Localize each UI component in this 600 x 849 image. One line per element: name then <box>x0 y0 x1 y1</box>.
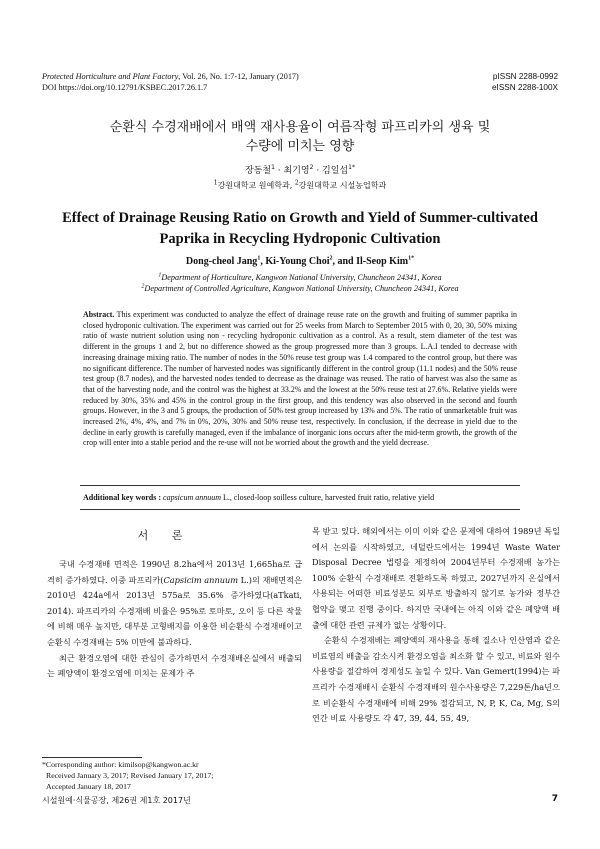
body-column-left <box>47 557 302 682</box>
journal-citation <box>42 71 402 93</box>
affil-en-2: Department of Controlled Agriculture, Kangwon National University, Chuncheon 24341, Korea <box>144 283 459 293</box>
footnote-rule <box>42 757 142 758</box>
footnote <box>42 760 302 792</box>
english-affiliations <box>30 273 570 294</box>
received-date: Received January 3, 2017; Revised January 17, 2017; <box>46 770 214 780</box>
author-2-en-affil: 2 <box>329 255 333 262</box>
affil-2: 강원대학교 시설농업학과 <box>298 181 387 190</box>
english-authors <box>30 256 570 267</box>
intro-paragraph-2-cont: 목 받고 있다. 해외에서는 이미 이와 같은 문제에 대하여 1989년 독일에서 논의를 시작하였고, 네덜란드에서는 1994년 Waste Water Disposal Decree 법령을 제정하여 2004년부터 수경재배 농가는 100% 순환식 수경재배로 전환하도록 하였고, 2027년까지 온실에서 사용되는 어떠한 비료성분도 외부로 방출하지 않기로 농가와 정부간 협약을 맺고 진행 중이다. 하지만 국내에는 아직 이와 같은 폐양액 배출에 대한 관련 규제가 없는 상황이다. <box>312 526 560 630</box>
intro-paragraph-3: 순환식 수경재배는 폐양액의 재사용을 통해 질소나 인산염과 같은 비료염의 배출을 감소시켜 환경오염을 최소화 할 수 있고, 비료와 원수 사용량을 절감하여 경제성도 높일 수 있다. Van Gemert(1994)는 파프리카 수경재배시 순환식 수경재배의 원수사용량은 7,229톤/ha년으로 비순환식 수경재배에 비해 29% 절감되고, N, P, K, Ca, Mg, S의 연간 비료 사용량도 각 47, 39, 44, 55, 49, <box>312 635 560 724</box>
issn-block <box>438 71 558 93</box>
intro-p1-a: 국내 수경재배 면적은 1990년 8.2ha에서 2013년 1,665ha로 급격히 증가하였다. 이중 파프리카( <box>47 559 302 585</box>
affil-1: 강원대학교 원예학과, <box>217 181 295 190</box>
abstract-text: This experiment was conducted to analyze the effect of drainage reuse rate on the growth and fruiting of summer paprika in closed hydroponic cultivation. The experiment was carried out for 25 weeks from March to September 2015 with 0, 20, 30, 50% mixing ratio of waste nutrient solution using non - recycling hydroponic cultivation as a control. As a result, stem diameter of the test was different in the groups 1 and 2, but no difference showed as the group progressed more than 3 groups. L.A.I tended to decrease with increasing drainage mixing ratio. The number of nodes in the 50% reuse test group was 1.4 compared to the control group, but there was no significant difference. The number of harvested nodes was significantly different in the control group (11.1 nodes) and the 50% reuse test group (8.7 nodes), and the harvested nodes tended to decrease as the drainage was reused. The ratio of harvest was also the same as that of the harvesting node, and the control was the highest at 33.2% and the lowest at the 50% reuse test at 27.6%. Relative yields were reduced by 30%, 35% and 45% in the control group in the first group, and this tendency was also observed in the second and fourth groups. However, in the 3 and 5 groups, the production of 50% test group increased by 13% and 5%. The ratio of unmarketable fruit was increased 2%, 4%, 4%, and 7% in 0%, 20%, 30% and 50% reuse test, respectively. In conclusion, if the decrease in yield due to the decline in early growth is carefully managed, even if the imbalance of inorganic ions occurs after the mid-term growth, the growth of the crop will enter into a stable period and the re-use will not be worried about the growth and the yield decrease. <box>83 310 517 448</box>
korean-affiliations <box>40 180 560 191</box>
section-title-introduction: 서 론 <box>137 529 193 542</box>
journal-name: Protected Horticulture and Plant Factory <box>42 72 179 81</box>
accepted-date: Accepted January 18, 2017 <box>46 781 131 791</box>
keywords-label: Additional key words : <box>83 493 162 502</box>
korean-title <box>40 118 560 156</box>
footer-journal: 시설원예·식물공장, 제26권 제1호 2017년 <box>42 796 191 805</box>
author-3-affil: 1* <box>348 164 355 171</box>
author-sep: · <box>274 166 284 176</box>
corresponding-author: *Corresponding author: kimilsop@kangwon.ac.kr <box>42 760 199 769</box>
affil-en-1-mark: 1 <box>158 272 162 279</box>
affil-en-1: Department of Horticulture, Kangwon National University, Chuncheon 24341, Korea <box>161 273 442 282</box>
author-1-affil: 1 <box>271 164 275 171</box>
author-2: 최기영 <box>283 166 310 176</box>
affil-2-mark: 2 <box>294 179 299 187</box>
author-3-en-affil: 1* <box>408 255 415 262</box>
body-column-right <box>312 524 560 727</box>
author-3-en: and Il-Seop Kim <box>337 256 409 267</box>
page-number: 7 <box>551 794 558 804</box>
species-name: Capsicim annuum <box>163 574 239 585</box>
affil-1-mark: 1 <box>213 179 218 187</box>
keywords-list: L., closed-loop soilless culture, harvested fruit ratio, relative yield <box>221 493 435 502</box>
affil-en-2-mark: 2 <box>141 282 145 289</box>
author-1: 장동철 <box>245 166 272 176</box>
abstract <box>83 310 517 449</box>
author-sep: · <box>313 166 323 176</box>
abstract-label: Abstract. <box>83 310 115 319</box>
volume-info: , Vol. 26, No. 1:7-12, January (2017) <box>178 72 299 81</box>
intro-paragraph-1 <box>47 557 302 651</box>
author-sep: , <box>332 256 338 267</box>
korean-title-line1: 순환식 수경재배에서 배액 재사용율이 여름작형 파프리카의 생육 및 <box>109 120 491 135</box>
author-3: 김일섭 <box>322 166 349 176</box>
keywords <box>83 493 517 502</box>
intro-paragraph-2: 최근 환경오염에 대한 관심이 증가하면서 수경재배온실에서 배출되는 폐양액이 환경오염에 미치는 문제가 주 <box>47 652 302 679</box>
keywords-top-rule <box>80 485 520 486</box>
author-1-en-affil: 1 <box>257 255 261 262</box>
page-footer <box>42 795 558 806</box>
doi-link[interactable]: DOI https://doi.org/10.12791/KSBEC.2017.26.1.7 <box>42 83 208 92</box>
author-2-en: Ki-Young Choi <box>265 256 330 267</box>
eissn: eISSN 2288-100X <box>492 83 558 92</box>
author-sep: , <box>260 256 266 267</box>
keywords-species: capsicum annuum <box>161 493 222 502</box>
english-title-line1: Effect of Drainage Reusing Ratio on Growth and Yield of Summer-cultivated <box>62 210 538 226</box>
author-2-affil: 2 <box>309 164 314 171</box>
pissn: pISSN 2288-0992 <box>492 72 558 81</box>
intro-p1-b: L.)의 재배면적은 2010년 424a에서 2013년 575a로 35.6% 증가하였다(aTkati, 2014). 파프리카의 수경재배 비율은 95%로 토마토, 오이 등 다른 작물에 비해 매우 높지만, 대부분 고형배지를 이용한 비순환식 수경재배이고 순환식 수경재배는 5% 미만에 불과하다. <box>47 574 302 647</box>
keywords-bottom-rule <box>80 509 520 510</box>
english-title-line2: Paprika in Recycling Hydroponic Cultivation <box>159 231 441 247</box>
korean-title-line2: 수량에 미치는 영향 <box>245 139 355 154</box>
korean-authors <box>40 163 560 176</box>
english-title <box>30 208 570 250</box>
author-1-en: Dong-cheol Jang <box>185 256 258 267</box>
